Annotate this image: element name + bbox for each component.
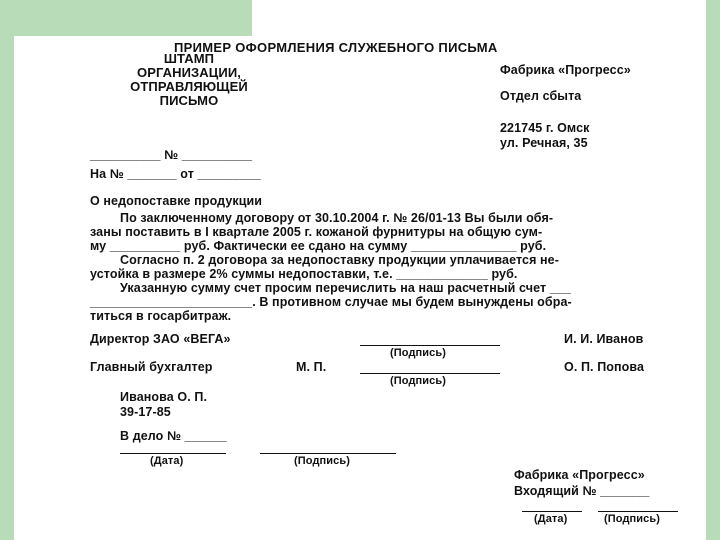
director-sign-line xyxy=(360,345,500,346)
file-date-caption: (Дата) xyxy=(150,455,184,467)
letter-sheet xyxy=(14,36,706,540)
letter-subject: О недопоставке продукции xyxy=(90,194,263,208)
incoming-date-line xyxy=(522,511,582,512)
reg-number-line: __________ № __________ xyxy=(90,148,253,162)
file-sign-caption: (Подпись) xyxy=(294,455,350,467)
incoming-date-caption: (Дата) xyxy=(534,513,568,525)
body-line: По заключенному договору от 30.10.2004 г. № 26/01-13 Вы были обя- xyxy=(120,211,554,225)
accountant-name: О. П. Попова xyxy=(564,360,645,374)
director-sign-caption: (Подпись) xyxy=(390,347,446,359)
body-line: Согласно п. 2 договора за недопоставку продукции уплачивается не- xyxy=(120,253,560,267)
incoming-sign-caption: (Подпись) xyxy=(604,513,660,525)
executor-name: Иванова О. П. xyxy=(120,390,208,404)
body-line: титься в госарбитраж. xyxy=(90,309,232,323)
stamp-line: ОТПРАВЛЯЮЩЕЙ xyxy=(130,79,248,94)
body-line: _______________________. В противном случае мы будем вынуждены обра- xyxy=(90,295,572,309)
recipient-org: Фабрика «Прогресс» xyxy=(500,63,631,77)
body-line: му __________ руб. Фактически ее сдано на сумму _______________ руб. xyxy=(90,239,547,253)
green-decor-left xyxy=(0,0,14,540)
director-name: И. И. Иванов xyxy=(564,332,644,346)
accountant-sign-caption: (Подпись) xyxy=(390,375,446,387)
recipient-city: 221745 г. Омск xyxy=(500,121,590,135)
incoming-org: Фабрика «Прогресс» xyxy=(514,468,645,482)
file-date-line xyxy=(120,453,226,454)
executor-phone: 39-17-85 xyxy=(120,405,171,419)
accountant-title: Главный бухгалтер xyxy=(90,360,213,374)
reply-to-line: На № _______ от _________ xyxy=(90,167,261,181)
stamp-line: ШТАМП xyxy=(163,51,215,66)
file-sign-line xyxy=(260,453,396,454)
body-line: заны поставить в I квартале 2005 г. кожаной фурнитуры на общую сум- xyxy=(90,225,543,239)
stamp-place: М. П. xyxy=(296,360,327,374)
director-title: Директор ЗАО «ВЕГА» xyxy=(90,332,231,346)
stamp-block xyxy=(114,52,264,108)
body-line: Указанную сумму счет просим перечислить на наш расчетный счет ___ xyxy=(120,281,571,295)
file-label: В дело № ______ xyxy=(120,429,227,443)
stamp-line: ПИСЬМО xyxy=(159,93,219,108)
green-decor-right xyxy=(706,0,720,540)
incoming-number: Входящий № _______ xyxy=(514,484,650,498)
stamp-line: ОРГАНИЗАЦИИ, xyxy=(137,65,241,80)
green-decor-top xyxy=(0,0,252,36)
document-title: ПРИМЕР ОФОРМЛЕНИЯ СЛУЖЕБНОГО ПИСЬМА xyxy=(174,40,498,55)
accountant-sign-line xyxy=(360,373,500,374)
recipient-street: ул. Речная, 35 xyxy=(500,136,588,150)
recipient-dept: Отдел сбыта xyxy=(500,89,582,103)
body-line: устойка в размере 2% суммы недопоставки, т.е. _____________ руб. xyxy=(90,267,518,281)
incoming-sign-line xyxy=(598,511,678,512)
